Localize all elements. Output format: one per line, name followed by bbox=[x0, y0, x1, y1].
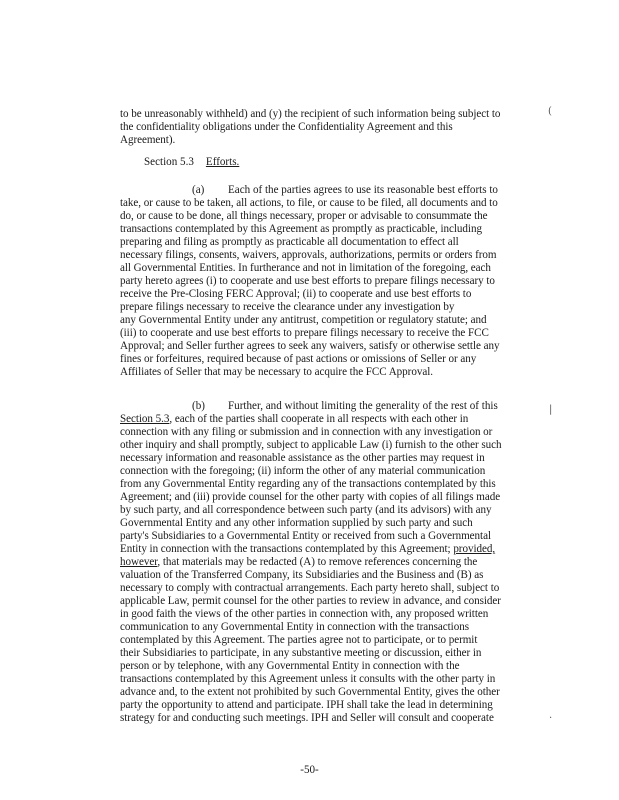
para-b-line-2 bbox=[120, 413, 468, 426]
margin-mark: . bbox=[549, 710, 553, 721]
section-reference-link: Section 5.3 bbox=[120, 413, 170, 425]
para-b-line: advance and, to the extent not prohibited by such Governmental Entity, gives the other bbox=[120, 686, 500, 698]
para-a-label: (a) bbox=[192, 184, 205, 196]
para-a-line: (iii) to cooperate and use best efforts to prepare filings necessary to receive the FCC bbox=[120, 327, 489, 339]
para-a-line: necessary filings, consents, waivers, approvals, authorizations, permits or orders from bbox=[120, 249, 497, 261]
para-b-line: Governmental Entity and any other information supplied by such party and such bbox=[120, 517, 473, 529]
para-b-line: transactions contemplated by this Agreement unless it consults with the other party in bbox=[120, 673, 496, 685]
para-b-line-with-proviso bbox=[120, 543, 495, 556]
margin-mark: ( bbox=[548, 106, 552, 117]
para-b-first-line: Further, and without limiting the generality of the rest of this bbox=[228, 400, 498, 412]
para-b-line: necessary information and reasonable assistance as the other parties may request in bbox=[120, 452, 485, 464]
para-b-line: communication to any Governmental Entity in connection with the transactions bbox=[120, 621, 469, 633]
para-b-line: person or by telephone, with any Governmental Entity in connection with the bbox=[120, 660, 460, 672]
para-b-line-proviso bbox=[120, 556, 477, 569]
para-b-line-2-rest: , each of the parties shall cooperate in all respects with each other in bbox=[169, 413, 469, 425]
para-b-line: other inquiry and shall promptly, subject to applicable Law (i) furnish to the other such bbox=[120, 439, 502, 451]
para-b-line: in good faith the views of the other parties in connection with, any proposed written bbox=[120, 608, 489, 620]
para-b-line: connection with the foregoing; (ii) inform the other of any material communication bbox=[120, 465, 486, 477]
section-heading bbox=[144, 156, 239, 169]
para-a-line: do, or cause to be done, all things necessary, proper or advisable to consummate the bbox=[120, 210, 488, 222]
para-b-line-text: , that materials may be redacted (A) to remove references concerning the bbox=[157, 556, 478, 568]
margin-mark: | bbox=[549, 404, 553, 415]
para-b-line: contemplated by this Agreement. The parties agree not to participate, or to permit bbox=[120, 634, 478, 646]
para-b-line: from any Governmental Entity regarding any of the transactions contemplated by this bbox=[120, 478, 496, 490]
para-a-line: Affiliates of Seller that may be necessary to acquire the FCC Approval. bbox=[120, 366, 433, 378]
intro-line: the confidentiality obligations under the Confidentiality Agreement and this bbox=[120, 121, 453, 133]
para-b-line: strategy for and conducting such meetings. IPH and Seller will consult and cooperate bbox=[120, 712, 494, 724]
section-number: Section 5.3 bbox=[144, 156, 194, 168]
proviso-term: provided, bbox=[453, 543, 496, 555]
para-b-line: Agreement; and (iii) provide counsel for the other party with copies of all filings made bbox=[120, 491, 501, 503]
para-a-line: all Governmental Entities. In furtherance and not in limitation of the foregoing, each bbox=[120, 262, 491, 274]
para-b-line: valuation of the Transferred Company, its Subsidiaries and the Business and (B) as bbox=[120, 569, 484, 581]
para-a-line: any Governmental Entity under any antitrust, competition or regulatory statute; and bbox=[120, 314, 487, 326]
para-b-line: necessary to comply with contractual arrangements. Each party hereto shall, subject to bbox=[120, 582, 500, 594]
para-b-line-text: Entity in connection with the transactions contemplated by this Agreement; bbox=[120, 543, 451, 555]
para-a-line: prepare filings necessary to receive the clearance under any investigation by bbox=[120, 301, 455, 313]
para-b-line: their Subsidiaries to participate, in any substantive meeting or discussion, either in bbox=[120, 647, 482, 659]
para-b-line: applicable Law, permit counsel for the other parties to review in advance, and consider bbox=[120, 595, 501, 607]
intro-line: Agreement). bbox=[120, 134, 176, 146]
para-b-line: party's Subsidiaries to a Governmental Entity or received from such a Governmental bbox=[120, 530, 491, 542]
para-a-line: take, or cause to be taken, all actions, to file, or cause to be filed, all documents and to bbox=[120, 197, 498, 209]
para-a-line: party hereto agrees (i) to cooperate and use best efforts to prepare filings necessary to bbox=[120, 275, 495, 287]
para-a-line: fines or forfeitures, required because of past actions or omissions of Seller or any bbox=[120, 353, 477, 365]
para-a-line: Approval; and Seller further agrees to seek any waivers, satisfy or otherwise settle any bbox=[120, 340, 500, 352]
para-a-line: transactions contemplated by this Agreement as promptly as practicable, including bbox=[120, 223, 482, 235]
para-a-line: preparing and filing as promptly as practicable all documentation to effect all bbox=[120, 236, 459, 248]
page-number: -50- bbox=[300, 764, 319, 776]
section-title: Efforts. bbox=[205, 156, 240, 168]
proviso-term: however bbox=[120, 556, 158, 568]
para-b-line: by such party, and all correspondence between such party (and its advisors) with any bbox=[120, 504, 492, 516]
para-b-label: (b) bbox=[192, 400, 205, 412]
para-a-first-line: Each of the parties agrees to use its reasonable best efforts to bbox=[228, 184, 498, 196]
para-a-line: receive the Pre-Closing FERC Approval; (ii) to cooperate and use best efforts to bbox=[120, 288, 472, 300]
para-b-line: party the opportunity to attend and participate. IPH shall take the lead in determining bbox=[120, 699, 493, 711]
para-b-line: connection with any filing or submission and in connection with any investigation or bbox=[120, 426, 493, 438]
intro-line: to be unreasonably withheld) and (y) the recipient of such information being subject to bbox=[120, 108, 501, 120]
